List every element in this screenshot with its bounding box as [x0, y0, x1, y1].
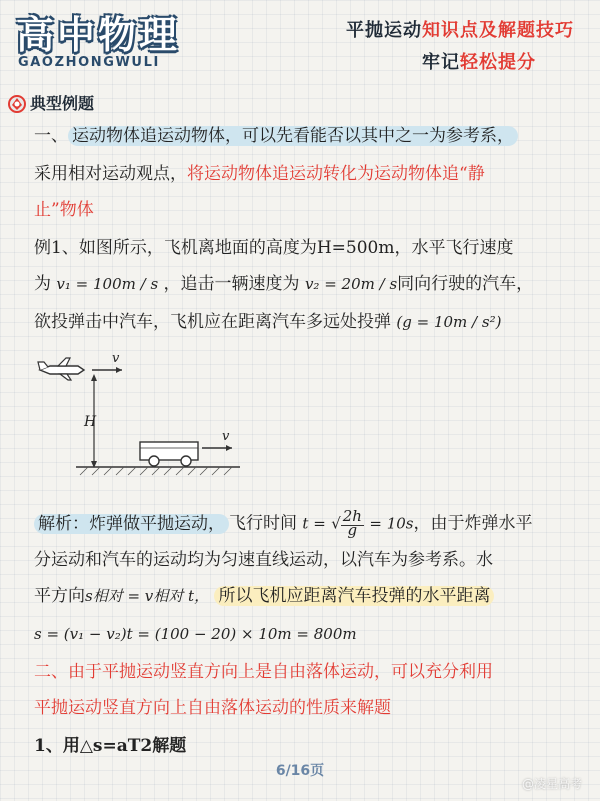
- solution-line2: 分运动和汽车的运动均为匀速直线运动，以汽车为参考系。水: [34, 550, 493, 570]
- example-line1: 例1、如图所示，飞机离地面的高度为H=500m，水平飞行速度: [34, 238, 514, 258]
- heading-part-a: 平抛运动: [346, 20, 422, 41]
- heading-line-1: [346, 16, 574, 42]
- example-line3-a: 欲投弹击中汽车，飞机应在距离汽车多远处投弹: [34, 312, 391, 332]
- section-label: 典型例题: [30, 94, 95, 113]
- point1-prefix: 一、: [34, 126, 68, 146]
- brand-title: 高中物理: [16, 13, 181, 57]
- point2-line1: 二、由于平抛运动竖直方向上是自由落体运动，可以充分利用: [34, 662, 493, 682]
- height-label: H: [84, 414, 97, 430]
- point1-line3: 止”物体: [34, 200, 94, 220]
- point1-line2-plain: 采用相对运动观点，: [34, 164, 187, 184]
- plane-velocity-arrow: [92, 367, 122, 373]
- heading-line-2: [422, 48, 536, 74]
- sparkle-badge-icon: [6, 92, 28, 114]
- v2-expression: v₂ = 20m / s: [304, 275, 398, 293]
- point2-line2: 平抛运动竖直方向上自由落体运动的性质来解题: [34, 698, 391, 718]
- solution-line3: [34, 584, 494, 608]
- watermark: @凌星高考: [521, 777, 582, 791]
- solution-line3-a: 平方向: [34, 586, 85, 606]
- example-line3: [34, 310, 501, 334]
- example-line2: [34, 272, 533, 296]
- t-rhs: = 10s: [369, 514, 414, 533]
- sqrt-fraction: [341, 507, 364, 539]
- v1-expression: v₁ = 100m / s: [56, 275, 159, 293]
- example-line2-a: 为: [34, 274, 51, 294]
- airplane-icon: [38, 358, 84, 380]
- solution-highlight: 解析：炸弹做平抛运动，: [34, 514, 229, 534]
- page-number: 6/16页: [275, 763, 325, 779]
- fraction-denominator: g: [347, 521, 358, 539]
- example-line2-c: 同向行驶的汽车，: [397, 274, 534, 294]
- example-line2-b: ，追击一辆速度为: [163, 274, 300, 294]
- g-expression: (g = 10m / s²): [396, 313, 502, 331]
- solution-line1: [34, 507, 533, 539]
- heading-part-b: 知识点及解题技巧: [422, 20, 574, 41]
- ground: [76, 467, 240, 475]
- fraction-numerator: 2h: [342, 507, 362, 525]
- heading-part-c: 牢记: [422, 52, 460, 73]
- car-velocity-label: v: [222, 429, 230, 444]
- solution-line1-b: ，由于炸弹水平: [413, 513, 533, 534]
- point1-highlight: 运动物体追运动物体，可以先看能否以其中之一为参考系，: [68, 126, 518, 146]
- point1-line2: [34, 162, 485, 186]
- point1-line1: [34, 124, 518, 148]
- t-lhs: t =: [302, 514, 326, 533]
- plane-velocity-label: v: [112, 351, 120, 366]
- solution-line3-highlight: 所以飞机应距离汽车投弹的水平距离: [214, 586, 494, 606]
- method-line: 1、用△s=aT2解题: [34, 736, 187, 756]
- car-velocity-arrow: [202, 445, 232, 451]
- result-expression: s = (v₁ − v₂)t = (100 − 20) × 10m = 800m: [34, 625, 357, 643]
- sqrt-sign: √: [331, 514, 341, 533]
- flight-time-label: 飞行时间: [229, 513, 297, 534]
- brand-subtitle: GAOZHONGWULI: [18, 55, 160, 70]
- point1-line2-red: 将运动物体追运动转化为运动物体追“静: [187, 164, 485, 184]
- relative-expression: s相对 = v相对 t，: [85, 587, 210, 605]
- physics-figure: [36, 348, 246, 478]
- car-icon: [140, 442, 198, 466]
- heading-part-d: 轻松提分: [460, 52, 536, 73]
